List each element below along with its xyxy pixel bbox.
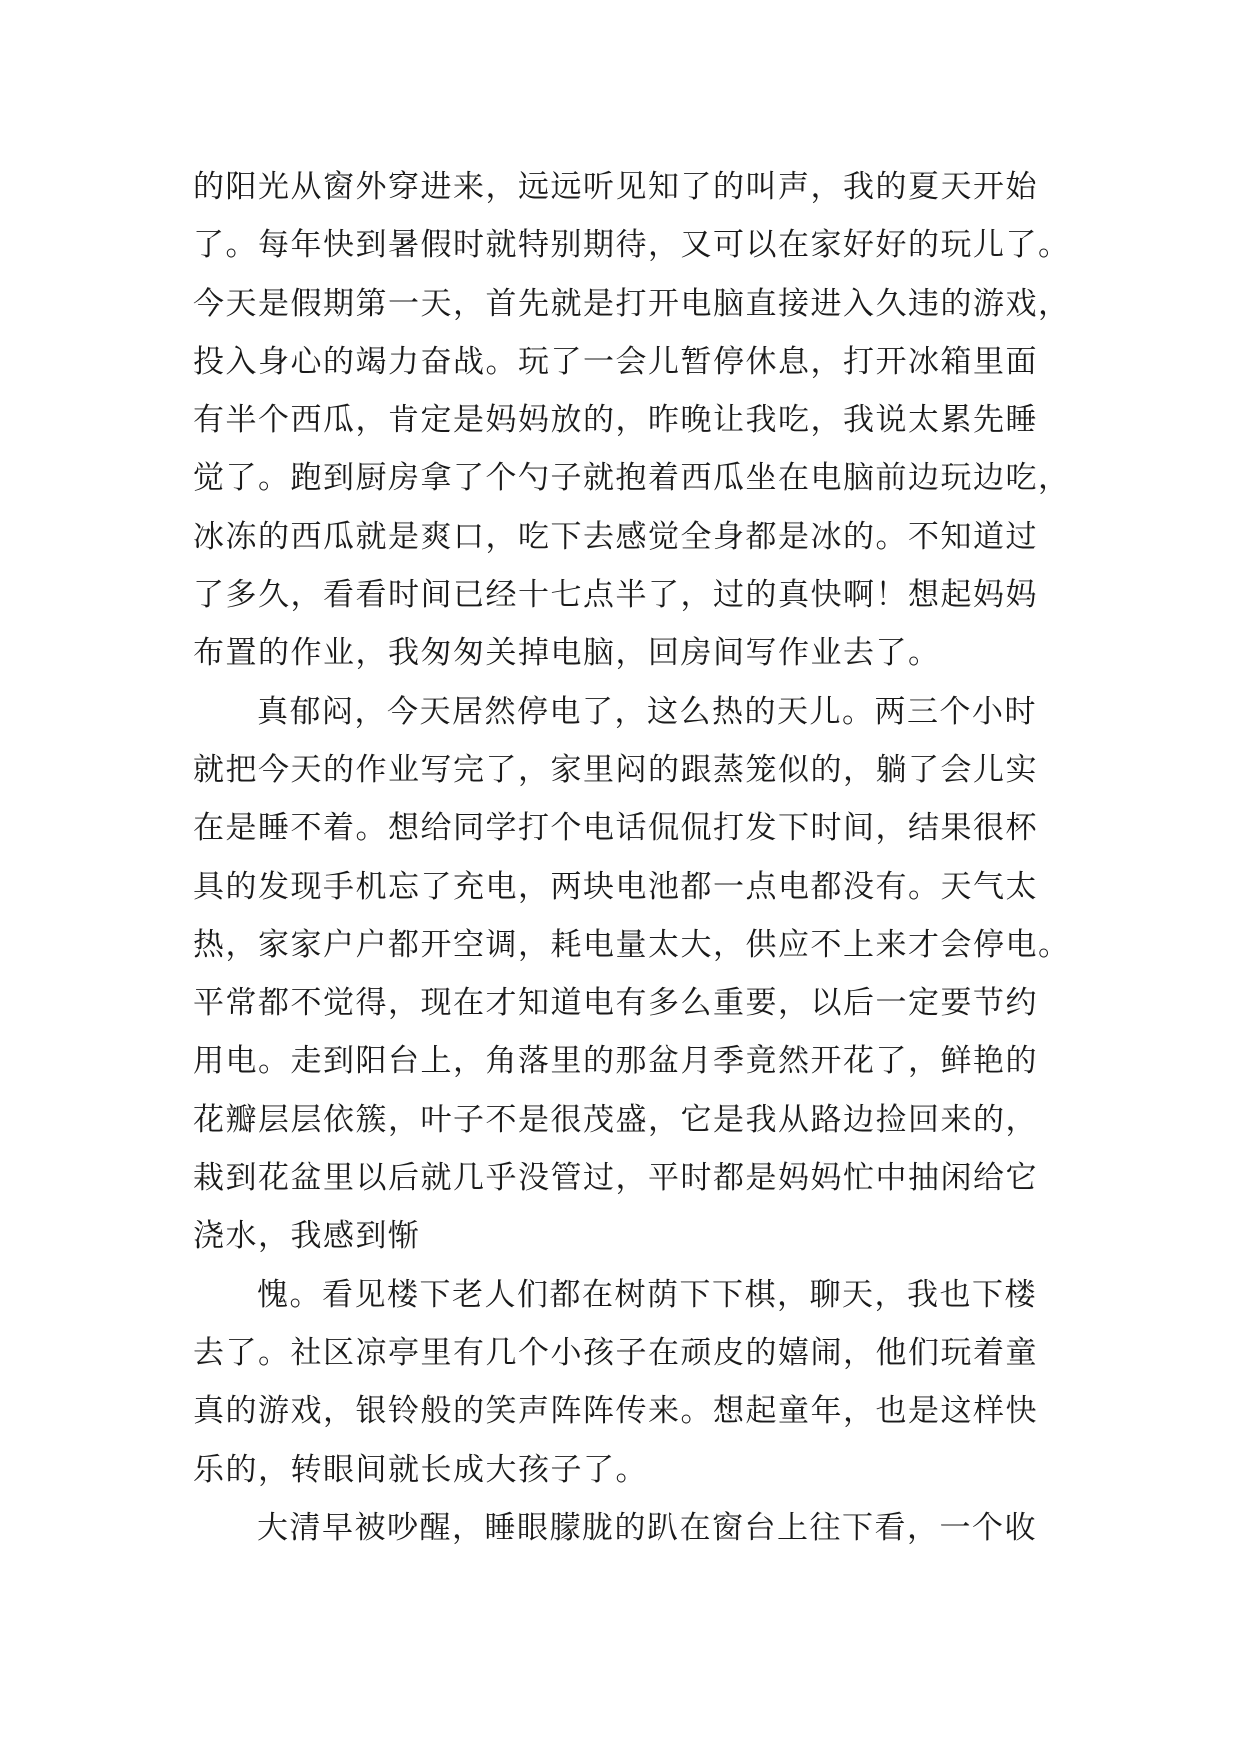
text-line: 具的发现手机忘了充电，两块电池都一点电都没有。天气太: [193, 868, 1038, 905]
text-line: 在是睡不着。想给同学打个电话侃侃打发下时间，结果很杯: [193, 810, 1038, 847]
text-line: 栽到花盆里以后就几乎没管过，平时都是妈妈忙中抽闲给它: [193, 1160, 1038, 1197]
text-line: 浇水，我感到惭: [193, 1218, 421, 1255]
text-line: 就把今天的作业写完了，家里闷的跟蒸笼似的，躺了会儿实: [193, 751, 1038, 788]
text-line: 了。每年快到暑假时就特别期待，又可以在家好好的玩儿了。: [193, 227, 1071, 264]
text-line: 平常都不觉得，现在才知道电有多么重要，以后一定要节约: [193, 985, 1038, 1022]
text-line: 乐的，转眼间就长成大孩子了。: [193, 1451, 648, 1488]
text-line: 热，家家户户都开空调，耗电量太大，供应不上来才会停电。: [193, 926, 1071, 963]
paragraph-start-line: 愧。看见楼下老人们都在树荫下下棋，聊天，我也下楼: [257, 1276, 1037, 1313]
text-line: 布置的作业，我匆匆关掉电脑，回房间写作业去了。: [193, 635, 941, 672]
text-line: 冰冻的西瓜就是爽口，吃下去感觉全身都是冰的。不知道过: [193, 518, 1038, 555]
text-line: 有半个西瓜，肯定是妈妈放的，昨晚让我吃，我说太累先睡: [193, 402, 1038, 439]
text-line: 去了。社区凉亭里有几个小孩子在顽皮的嬉闹，他们玩着童: [193, 1334, 1038, 1371]
body-text: [193, 158, 1093, 1557]
text-line: 的阳光从窗外穿进来，远远听见知了的叫声，我的夏天开始: [193, 169, 1038, 205]
paragraph-start-line: 大清早被吵醒，睡眼朦胧的趴在窗台上往下看，一个收: [257, 1509, 1037, 1546]
text-line: 投入身心的竭力奋战。玩了一会儿暂停休息，打开冰箱里面: [193, 343, 1038, 380]
text-line: 用电。走到阳台上，角落里的那盆月季竟然开花了，鲜艳的: [193, 1043, 1038, 1080]
text-line: 觉了。跑到厨房拿了个勺子就抱着西瓜坐在电脑前边玩边吃，: [193, 460, 1071, 497]
text-line: 花瓣层层依簇，叶子不是很茂盛，它是我从路边捡回来的，: [193, 1101, 1038, 1138]
text-line: 真的游戏，银铃般的笑声阵阵传来。想起童年，也是这样快: [193, 1393, 1038, 1430]
text-line: 今天是假期第一天，首先就是打开电脑直接进入久违的游戏，: [193, 285, 1071, 322]
text-line: 了多久，看看时间已经十七点半了，过的真快啊！想起妈妈: [193, 577, 1038, 614]
paragraph-start-line: 真郁闷，今天居然停电了，这么热的天儿。两三个小时: [257, 693, 1037, 730]
